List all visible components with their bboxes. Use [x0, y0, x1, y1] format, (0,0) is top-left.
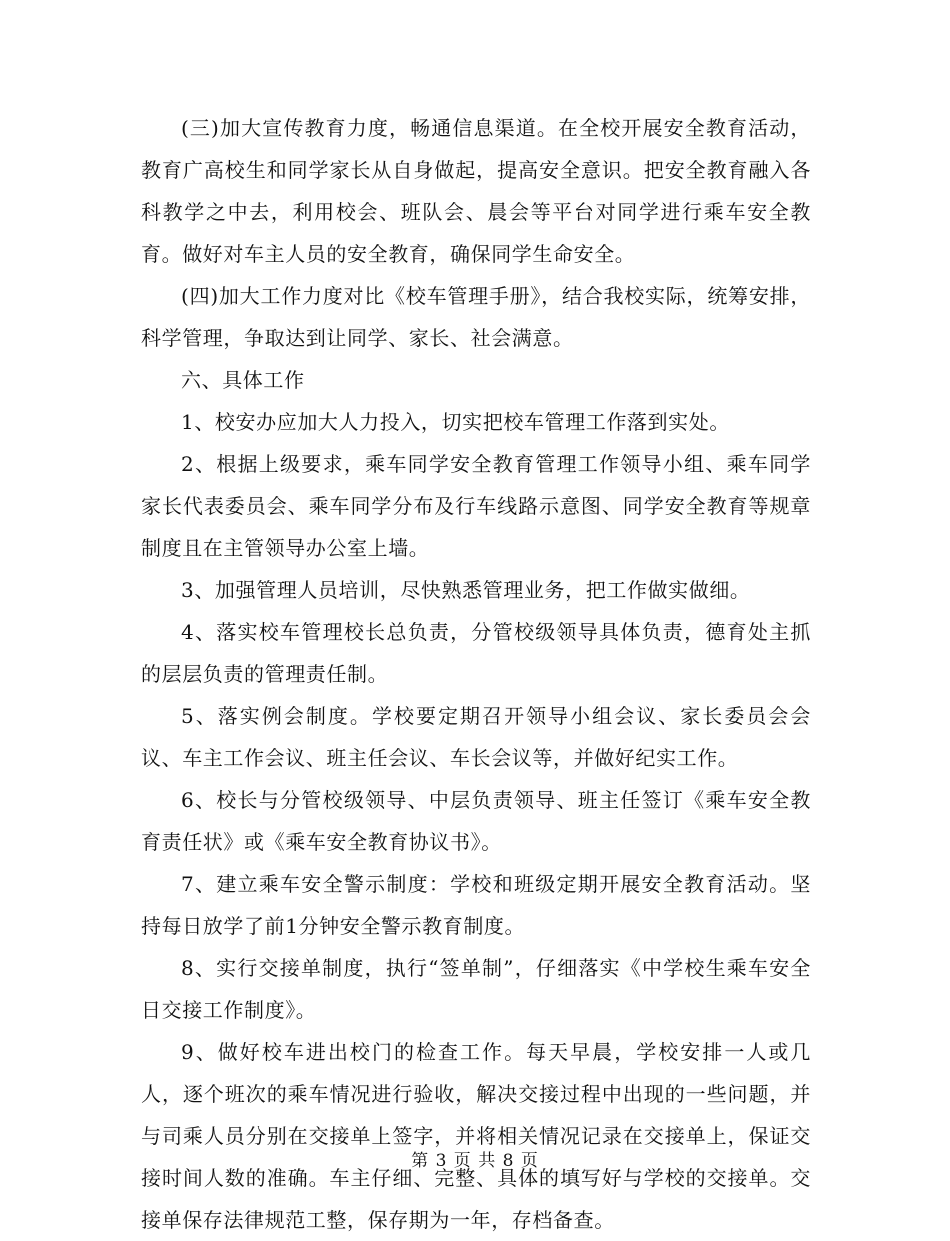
document-body — [141, 107, 811, 1241]
page-number-footer: 第 3 页 共 8 页 — [411, 1151, 539, 1171]
list-item-9: 9、做好校车进出校门的检查工作。每天早晨，学校安排一人或几人，逐个班次的乘车情况进行验收，解决交接过程中出现的一些问题，并与司乘人员分别在交接单上签字，并将相关情况记录在交接单上，保证交接时间人数的准确。车主仔细、完整、具体的填写好与学校的交接单。交接单保存法律规范工整，保存期为一年，存档备查。 — [141, 1040, 811, 1232]
list-item-8: 8、实行交接单制度，执行“签单制”，仔细落实《中学校生乘车安全日交接工作制度》。 — [141, 956, 811, 1022]
list-item-7: 7、建立乘车安全警示制度：学校和班级定期开展安全教育活动。坚持每日放学了前1分钟安全警示教育制度。 — [141, 872, 811, 938]
list-item-6: 6、校长与分管校级领导、中层负责领导、班主任签订《乘车安全教育责任状》或《乘车安全教育协议书》。 — [141, 788, 811, 854]
list-item-1: 1、校安办应加大人力投入，切实把校车管理工作落到实处。 — [181, 410, 730, 434]
paragraph-work-effort: (四)加大工作力度对比《校车管理手册》，结合我校实际，统筹安排，科学管理，争取达到让同学、家长、社会满意。 — [141, 284, 811, 350]
list-item-5: 5、落实例会制度。学校要定期召开领导小组会议、家长委员会会议、车主工作会议、班主任会议、车长会议等，并做好纪实工作。 — [141, 704, 811, 770]
section-heading-specific-work: 六、具体工作 — [181, 368, 305, 392]
list-item-4: 4、落实校车管理校长总负责，分管校级领导具体负责，德育处主抓的层层负责的管理责任制。 — [141, 620, 811, 686]
list-item-3: 3、加强管理人员培训，尽快熟悉管理业务，把工作做实做细。 — [181, 578, 751, 602]
paragraph-publicity-education: (三)加大宣传教育力度，畅通信息渠道。在全校开展安全教育活动，教育广高校生和同学家长从自身做起，提高安全意识。把安全教育融入各科教学之中去，利用校会、班队会、晨会等平台对同学进行乘车安全教育。做好对车主人员的安全教育，确保同学生命安全。 — [141, 116, 811, 266]
list-item-2: 2、根据上级要求，乘车同学安全教育管理工作领导小组、乘车同学家长代表委员会、乘车同学分布及行车线路示意图、同学安全教育等规章制度且在主管领导办公室上墙。 — [141, 452, 811, 560]
